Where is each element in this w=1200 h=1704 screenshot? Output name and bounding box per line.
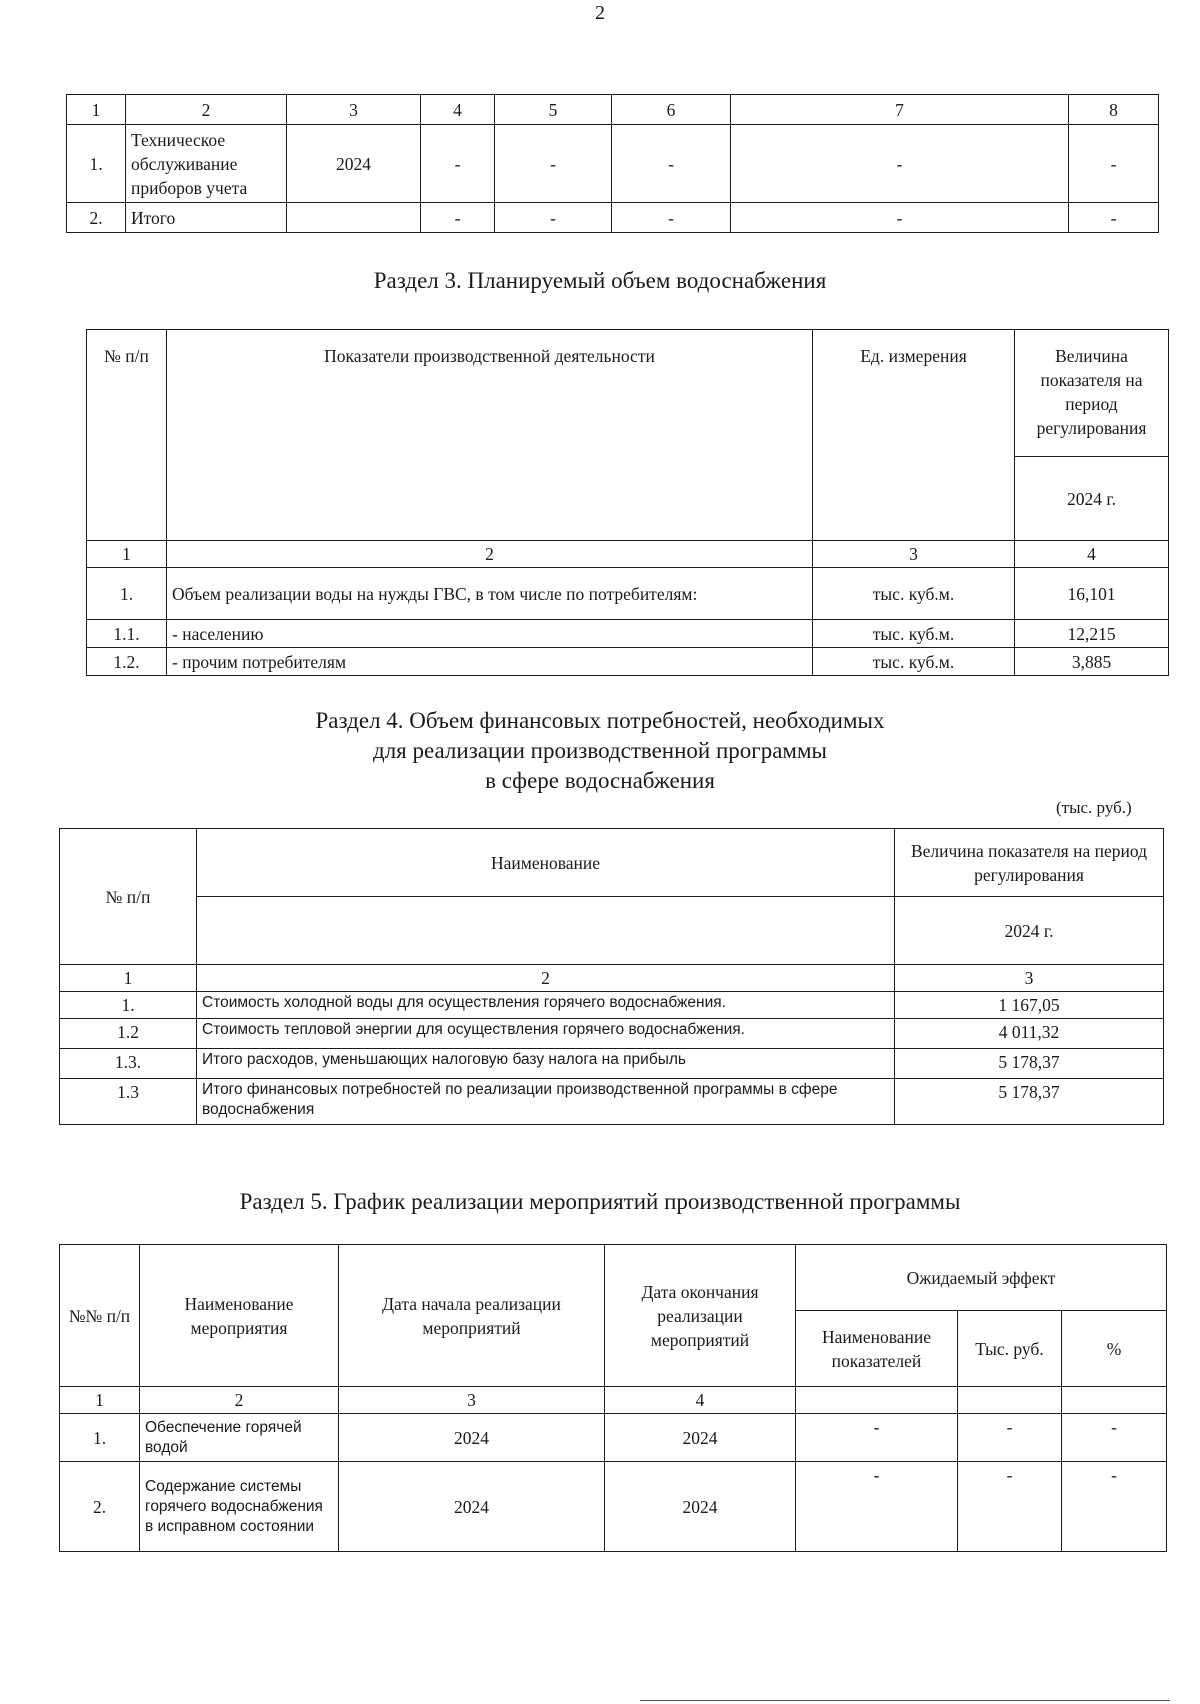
column-number: 3 — [287, 95, 421, 125]
row-year: 2024 — [287, 125, 421, 203]
row-start: 2024 — [339, 1462, 605, 1552]
row-value: 12,215 — [1015, 620, 1169, 648]
row-value: 5 178,37 — [895, 1079, 1164, 1125]
row-number: 1. — [60, 1414, 140, 1462]
table-row — [67, 125, 1159, 203]
row-year — [287, 203, 421, 233]
row-number: 1. — [67, 125, 126, 203]
row-name: Итого финансовых потребностей по реализации производственной программы в сфере водоснабжения — [197, 1079, 895, 1125]
row-value: 3,885 — [1015, 648, 1169, 676]
column-number: 4 — [421, 95, 495, 125]
page-number: 2 — [595, 2, 605, 24]
row-value: 4 011,32 — [895, 1019, 1164, 1049]
table-section3 — [86, 329, 1169, 676]
column-header-end: Дата окончания реализации мероприятий — [605, 1245, 796, 1387]
cell-value: - — [495, 125, 612, 203]
column-number: 3 — [895, 965, 1164, 992]
column-number: 2 — [126, 95, 287, 125]
column-header-indicator: Показатели производственной деятельности — [167, 330, 813, 541]
column-header-name: Наименование мероприятия — [140, 1245, 339, 1387]
unit-note: (тыс. руб.) — [1056, 798, 1132, 817]
row-name: Обеспечение горячей водой — [140, 1414, 339, 1462]
row-unit: тыс. куб.м. — [813, 568, 1015, 620]
column-number: 1 — [87, 541, 167, 568]
cell-value: - — [495, 203, 612, 233]
column-header-year: 2024 г. — [895, 897, 1164, 965]
cell-value: - — [612, 203, 731, 233]
empty-cell — [197, 897, 895, 965]
column-number: 2 — [197, 965, 895, 992]
row-end: 2024 — [605, 1414, 796, 1462]
cell-value: - — [1062, 1414, 1167, 1462]
row-value: 1 167,05 — [895, 992, 1164, 1019]
row-name: Содержание системы горячего водоснабжения в исправном состоянии — [140, 1462, 339, 1552]
table-row — [60, 1079, 1164, 1125]
row-number: 2. — [60, 1462, 140, 1552]
row-name: Итого — [126, 203, 287, 233]
column-header-start: Дата начала реализации мероприятий — [339, 1245, 605, 1387]
cell-value: - — [958, 1462, 1062, 1552]
column-header-effect-percent: % — [1062, 1311, 1167, 1387]
row-name: Итого расходов, уменьшающих налоговую базу налога на прибыль — [197, 1049, 895, 1079]
column-number: 3 — [813, 541, 1015, 568]
column-number: 7 — [731, 95, 1069, 125]
row-name: - прочим потребителям — [167, 648, 813, 676]
cell-value: - — [958, 1414, 1062, 1462]
row-name: Стоимость холодной воды для осуществления горячего водоснабжения. — [197, 992, 895, 1019]
column-header-effect-rub: Тыс. руб. — [958, 1311, 1062, 1387]
column-number — [958, 1387, 1062, 1414]
row-start: 2024 — [339, 1414, 605, 1462]
section4-title-line1: Раздел 4. Объем финансовых потребностей, необходимых — [315, 708, 885, 733]
row-unit: тыс. куб.м. — [813, 620, 1015, 648]
column-header-number: № п/п — [60, 829, 197, 965]
row-number: 1.2. — [87, 648, 167, 676]
column-number: 2 — [167, 541, 813, 568]
row-number: 1. — [60, 992, 197, 1019]
cell-value: - — [421, 203, 495, 233]
bottom-rule — [640, 1700, 1170, 1701]
table-row — [60, 1049, 1164, 1079]
section4-title-line2: для реализации производственной программы — [373, 738, 827, 763]
row-number: 1.3 — [60, 1079, 197, 1125]
row-number: 1. — [87, 568, 167, 620]
row-name: Объем реализации воды на нужды ГВС, в том числе по потребителям: — [167, 568, 813, 620]
table-row — [60, 1462, 1167, 1552]
cell-value: - — [731, 203, 1069, 233]
column-header-effect: Ожидаемый эффект — [796, 1245, 1167, 1311]
table-section4 — [59, 828, 1164, 1125]
section4-title-line3: в сфере водоснабжения — [485, 768, 715, 793]
cell-value: - — [612, 125, 731, 203]
table-header-row — [67, 95, 1159, 125]
table-row — [67, 203, 1159, 233]
column-header-value: Величина показателя на период регулирования — [895, 829, 1164, 897]
cell-value: - — [796, 1462, 958, 1552]
column-number — [1062, 1387, 1167, 1414]
column-number: 1 — [60, 965, 197, 992]
row-number: 1.2 — [60, 1019, 197, 1049]
column-number: 4 — [1015, 541, 1169, 568]
column-number: 3 — [339, 1387, 605, 1414]
section5-title: Раздел 5. График реализации мероприятий производственной программы — [239, 1189, 961, 1214]
row-number: 1.1. — [87, 620, 167, 648]
column-number: 8 — [1069, 95, 1159, 125]
cell-value: - — [1062, 1462, 1167, 1552]
row-name: - населению — [167, 620, 813, 648]
row-name: Техническое обслуживание приборов учета — [126, 125, 287, 203]
row-number: 1.3. — [60, 1049, 197, 1079]
column-number — [796, 1387, 958, 1414]
row-value: 16,101 — [1015, 568, 1169, 620]
table-row — [60, 1019, 1164, 1049]
column-number: 6 — [612, 95, 731, 125]
row-name: Стоимость тепловой энергии для осуществления горячего водоснабжения. — [197, 1019, 895, 1049]
cell-value: - — [1069, 203, 1159, 233]
table-row — [60, 1414, 1167, 1462]
column-number: 1 — [60, 1387, 140, 1414]
table-row — [60, 992, 1164, 1019]
row-unit: тыс. куб.м. — [813, 648, 1015, 676]
column-number: 2 — [140, 1387, 339, 1414]
cell-value: - — [421, 125, 495, 203]
column-header-number: № п/п — [87, 330, 167, 541]
column-number: 1 — [67, 95, 126, 125]
row-number: 2. — [67, 203, 126, 233]
cell-value: - — [731, 125, 1069, 203]
column-header-unit: Ед. измерения — [813, 330, 1015, 541]
column-header-number: №№ п/п — [60, 1245, 140, 1387]
table-row — [87, 568, 1169, 620]
column-header-year: 2024 г. — [1015, 457, 1169, 541]
column-header-value: Величина показателя на период регулирования — [1015, 330, 1169, 457]
table-row — [87, 648, 1169, 676]
column-header-name: Наименование — [197, 829, 895, 897]
cell-value: - — [1069, 125, 1159, 203]
section3-title: Раздел 3. Планируемый объем водоснабжения — [373, 268, 827, 293]
table-section2 — [66, 94, 1159, 233]
column-number: 5 — [495, 95, 612, 125]
row-end: 2024 — [605, 1462, 796, 1552]
row-value: 5 178,37 — [895, 1049, 1164, 1079]
table-row — [87, 620, 1169, 648]
table-section5 — [59, 1244, 1167, 1552]
cell-value: - — [796, 1414, 958, 1462]
column-header-effect-name: Наименование показателей — [796, 1311, 958, 1387]
column-number: 4 — [605, 1387, 796, 1414]
